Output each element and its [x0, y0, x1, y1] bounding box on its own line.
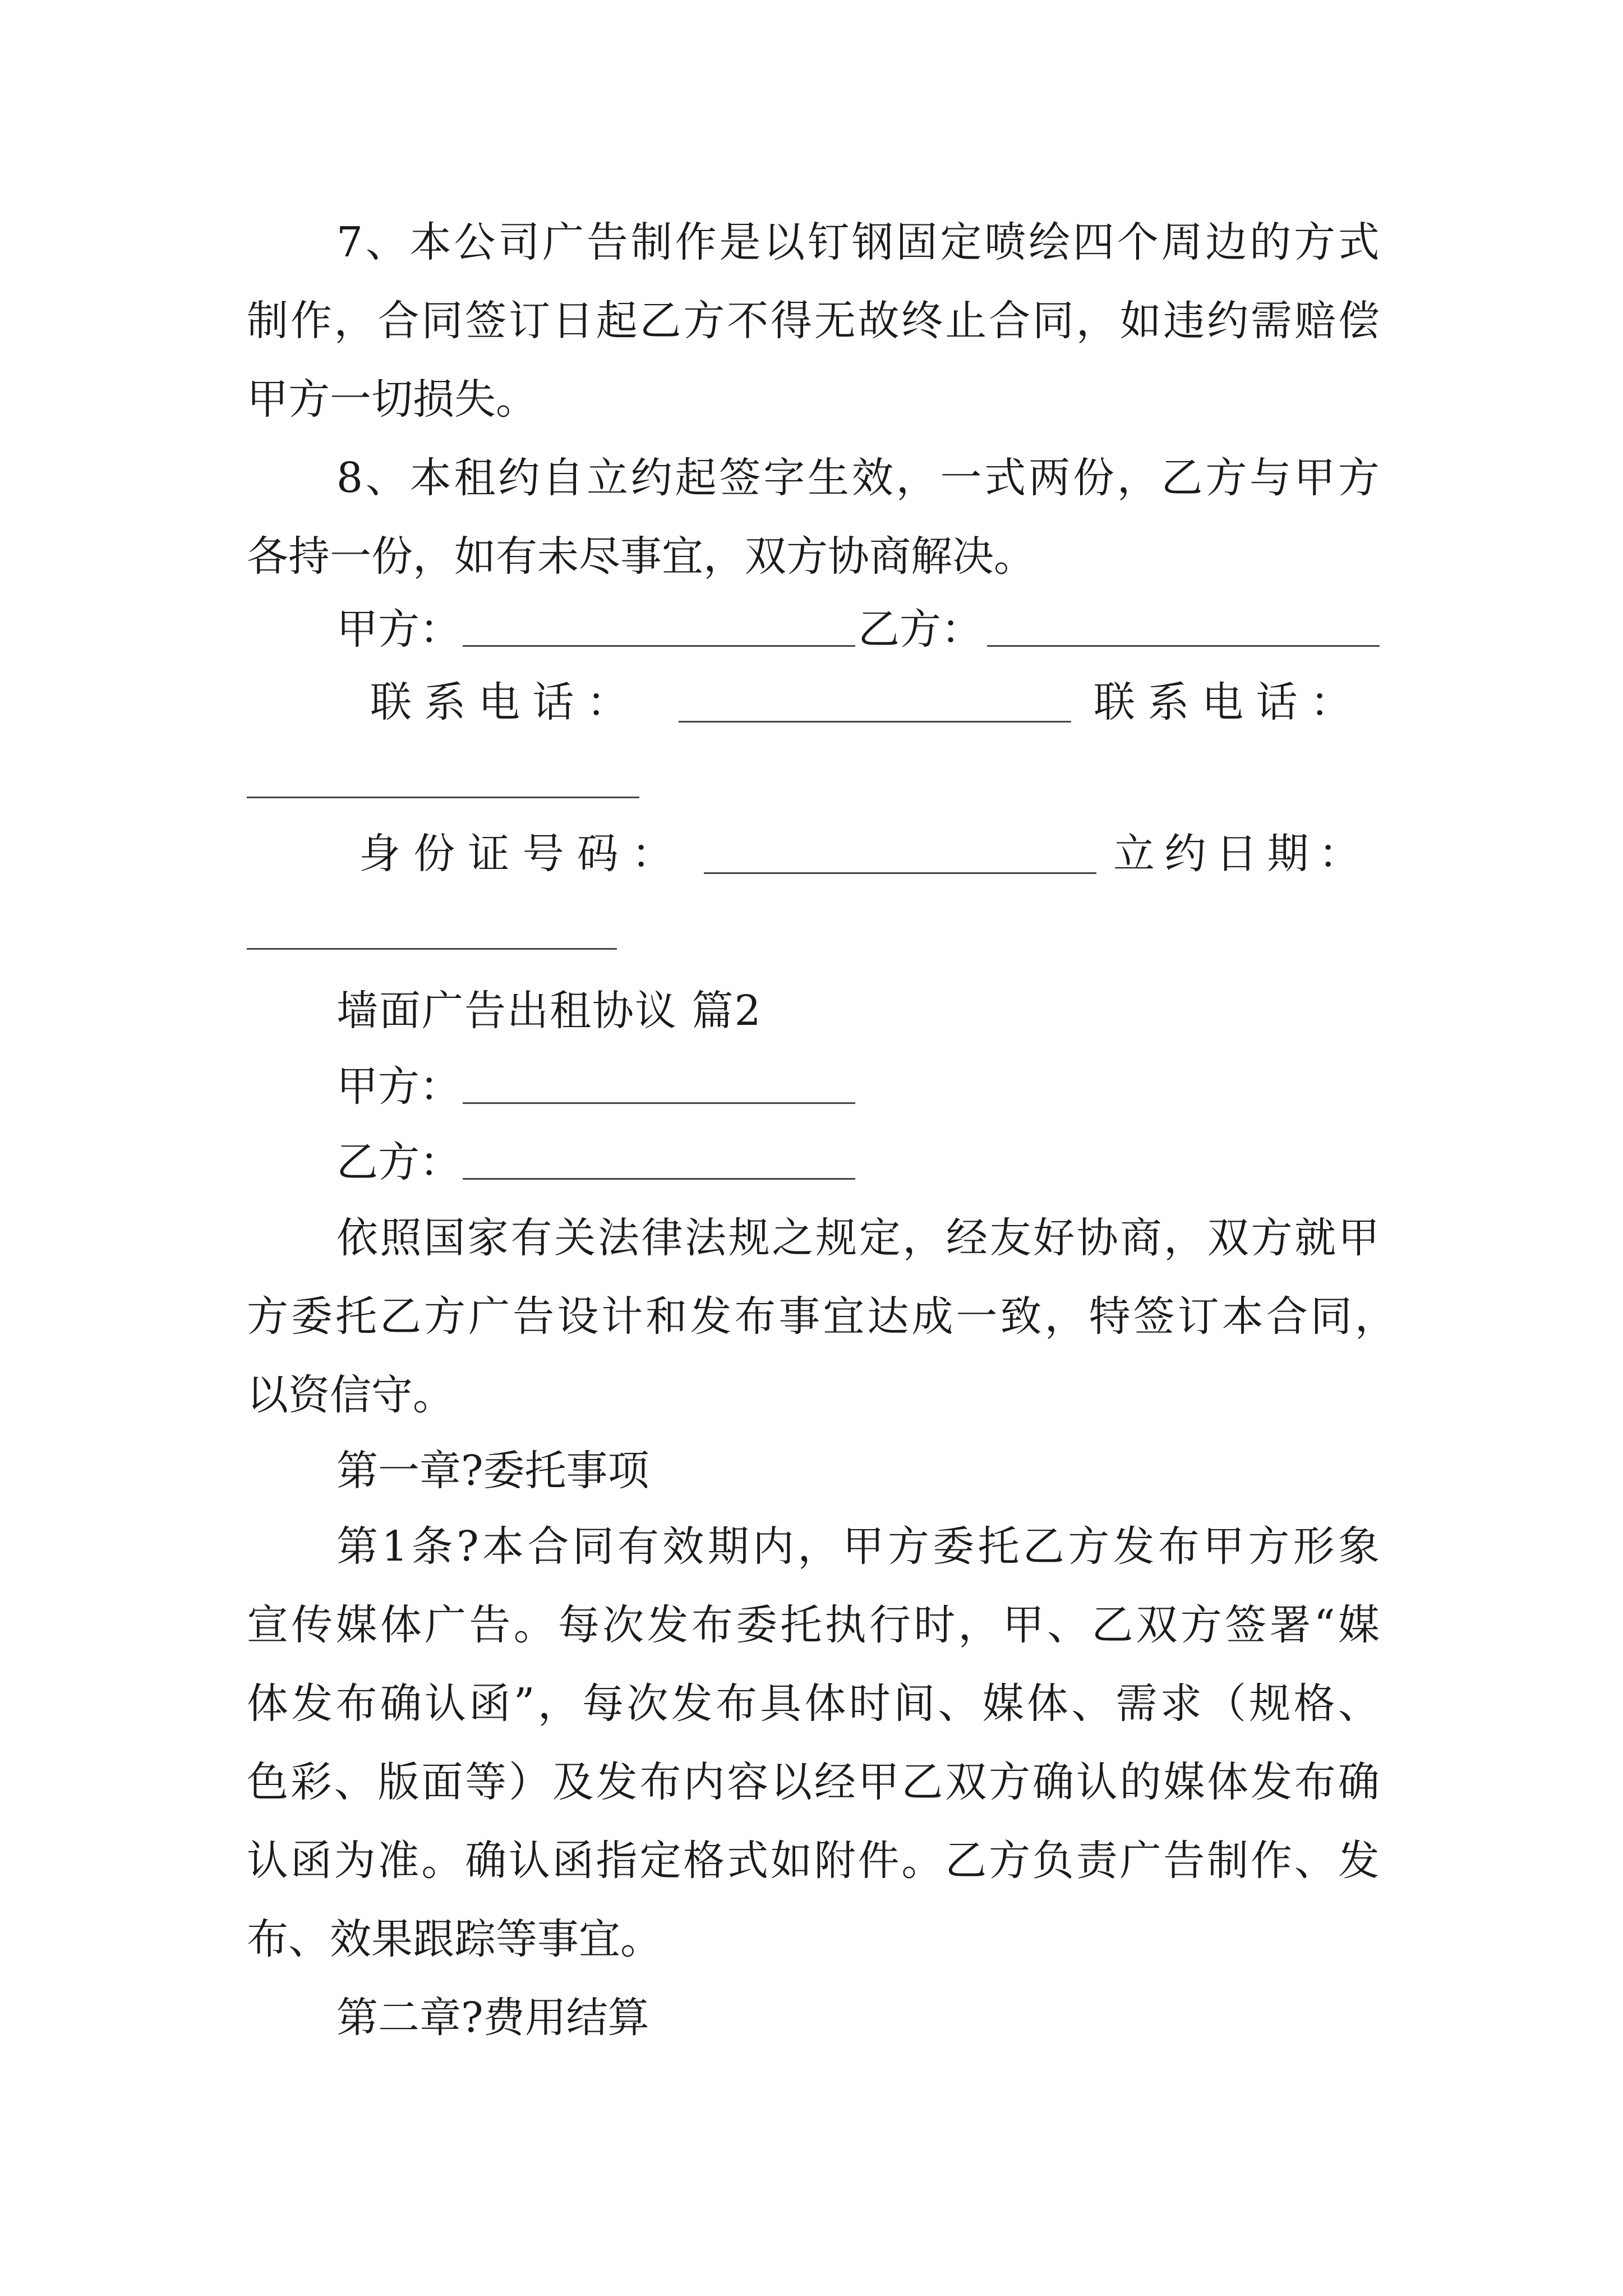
intro-line-2: 方 委 托 乙 方 广 告 设 计 和 发 布 事 宜 达 成 一 致 ， 特 签 订 本 合 同 ，: [247, 1292, 1396, 1341]
article-1-line-2: 宣 传 媒 体 广 告 。 每 次 发 布 委 托 执 行 时 ， 甲 、 乙 双 方 签 署 “ 媒: [247, 1601, 1380, 1649]
intro-line-3: 以资信守。: [247, 1371, 454, 1419]
clause-8-line-1: 8 、 本 租 约 自 立 约 起 签 字 生 效 ， 一 式 两 份 ， 乙 方 与 甲 方: [336, 454, 1380, 502]
agreement-date-blank: [247, 948, 617, 950]
article-1-line-6: 布、效果跟踪等事宜。: [247, 1915, 662, 1963]
section-2-title: 墙面广告出租协议 篇2: [336, 987, 762, 1035]
phone-label-b: 联 系 电 话 ：: [1094, 678, 1352, 726]
intro-line-1: 依 照 国 家 有 关 法 律 法 规 之 规 定 ， 经 友 好 协 商 ， 双 方 就 甲: [336, 1214, 1380, 1262]
chapter-2-heading: 第二章?费用结算: [336, 1994, 649, 2042]
clause-7-line-3: 甲方一切损失。: [247, 375, 537, 424]
signature-party-b-blank: [987, 645, 1380, 647]
signature-party-b-label: 乙方：: [858, 605, 983, 654]
chapter-1-heading: 第一章?委托事项: [336, 1447, 649, 1495]
section-2-party-a-label: 甲方：: [336, 1062, 461, 1111]
section-2-party-b-label: 乙方：: [336, 1138, 461, 1186]
section-2-party-a-blank: [463, 1102, 855, 1104]
clause-7-line-2: 制 作 ， 合 同 签 订 日 起 乙 方 不 得 无 故 终 止 合 同 ， 如 违 约 需 赔 偿: [247, 297, 1380, 345]
article-1-line-5: 认 函 为 准 。 确 认 函 指 定 格 式 如 附 件 。 乙 方 负 责 广 告 制 作 、 发: [247, 1837, 1380, 1885]
article-1-line-4: 色 彩 、 版 面 等 ） 及 发 布 内 容 以 经 甲 乙 双 方 确 认 的 媒 体 发 布 确: [247, 1758, 1380, 1806]
id-number-label: 身 份 证 号 码 ：: [359, 830, 673, 878]
clause-8-line-2: 各持一份，如有未尽事宜，双方协商解决。: [247, 532, 1035, 581]
signature-party-a-label: 甲方：: [336, 605, 461, 654]
phone-label-a: 联 系 电 话 ：: [370, 678, 628, 726]
agreement-date-label: 立 约 日 期 ：: [1113, 830, 1360, 878]
id-number-blank: [704, 872, 1096, 874]
article-1-line-3: 体 发 布 确 认 函 ” ， 每 次 发 布 具 体 时 间 、 媒 体 、 需 求 （ 规 格 、: [247, 1680, 1380, 1728]
signature-party-a-blank: [463, 645, 855, 647]
clause-7-line-1: 7 、 本 公 司 广 告 制 作 是 以 钉 钢 固 定 喷 绘 四 个 周 边 的 方 式: [336, 218, 1380, 266]
phone-a-blank: [679, 721, 1071, 723]
phone-b-blank: [247, 797, 639, 798]
section-2-party-b-blank: [463, 1178, 855, 1180]
article-1-line-1: 第 1 条 ? 本 合 同 有 效 期 内 ， 甲 方 委 托 乙 方 发 布 甲 方 形 象: [336, 1522, 1380, 1571]
